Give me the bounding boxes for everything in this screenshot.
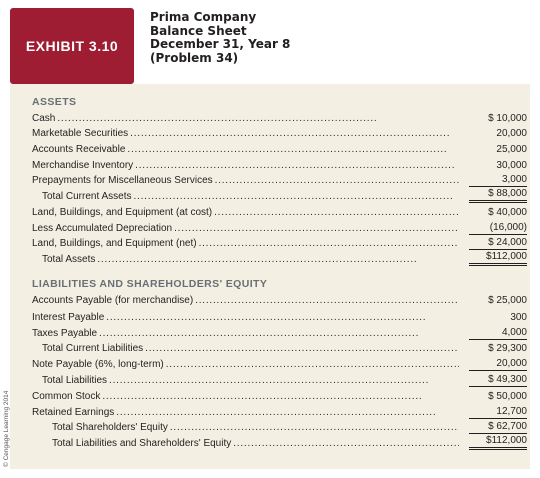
row-amount: 12,700	[469, 406, 527, 419]
table-row	[32, 293, 527, 307]
table-row	[32, 205, 527, 219]
row-label: Total Liabilities	[42, 375, 108, 386]
statement-title	[150, 11, 290, 65]
row-label: Common Stock	[32, 391, 101, 402]
row-label: Retained Earnings	[32, 407, 115, 418]
row-amount: $ 24,000	[469, 237, 527, 250]
table-row	[32, 111, 527, 125]
row-label: Interest Payable	[32, 312, 105, 323]
row-label: Prepayments for Miscellaneous Services	[32, 175, 213, 186]
row-label: Accounts Receivable	[32, 144, 126, 155]
table-row	[32, 252, 527, 266]
row-amount: 30,000	[496, 160, 527, 171]
row-label: Total Current Liabilities	[42, 343, 144, 354]
table-row	[32, 236, 527, 250]
table-row	[32, 373, 527, 387]
row-amount: $112,000	[469, 435, 527, 450]
row-amount: $112,000	[469, 251, 527, 266]
row-amount: $ 29,300	[488, 343, 527, 354]
table-row	[32, 310, 527, 324]
row-amount: $ 49,300	[469, 374, 527, 387]
table-row	[32, 326, 527, 340]
row-amount: 20,000	[496, 128, 527, 139]
row-label: Less Accumulated Depreciation	[32, 223, 173, 234]
row-label: Cash	[32, 113, 56, 124]
problem-reference: (Problem 34)	[150, 50, 239, 65]
row-amount: $ 88,000	[469, 188, 527, 203]
balance-sheet-panel	[10, 84, 530, 469]
assets-heading: ASSETS	[32, 96, 77, 108]
row-amount: $ 50,000	[488, 391, 527, 402]
row-label: Total Assets	[42, 254, 96, 265]
row-label: Merchandise Inventory	[32, 160, 134, 171]
table-row	[32, 405, 527, 419]
table-row	[32, 158, 527, 172]
row-amount: 3,000	[469, 174, 527, 187]
row-amount: $ 40,000	[488, 207, 527, 218]
row-amount: (16,000)	[469, 222, 527, 235]
row-amount: 4,000	[469, 327, 527, 340]
row-amount: $ 62,700	[469, 421, 527, 434]
table-row	[32, 436, 527, 450]
table-row	[32, 173, 527, 187]
row-label: Taxes Payable	[32, 328, 98, 339]
row-label: Land, Buildings, and Equipment (at cost)	[32, 207, 213, 218]
company-name: Prima Company	[150, 10, 257, 24]
copyright-credit	[3, 385, 13, 467]
table-row	[32, 389, 527, 403]
table-row	[32, 341, 527, 355]
table-row	[32, 126, 527, 140]
row-amount: 25,000	[496, 144, 527, 155]
table-row	[32, 357, 527, 371]
row-label: Total Current Assets	[42, 191, 132, 202]
statement-date: December 31, Year 8	[150, 37, 291, 51]
row-label: Accounts Payable (for merchandise)	[32, 295, 194, 306]
row-amount: 300	[510, 312, 527, 323]
row-label: Total Liabilities and Shareholders' Equity	[52, 438, 232, 449]
exhibit-label: EXHIBIT 3.10	[25, 38, 119, 54]
exhibit-badge	[10, 8, 134, 84]
row-amount: $ 10,000	[488, 113, 527, 124]
row-label: Note Payable (6%, long-term)	[32, 359, 164, 370]
liabilities-heading: LIABILITIES AND SHAREHOLDERS' EQUITY	[32, 278, 268, 290]
row-label: Total Shareholders' Equity	[52, 422, 168, 433]
table-row	[32, 189, 527, 203]
statement-name: Balance Sheet	[150, 23, 247, 38]
table-row	[32, 420, 527, 434]
copyright-text: © Cengage Learning 2014	[3, 390, 10, 467]
row-label: Land, Buildings, and Equipment (net)	[32, 238, 197, 249]
row-amount: 20,000	[469, 358, 527, 371]
row-amount: $ 25,000	[488, 295, 527, 306]
table-row	[32, 221, 527, 235]
row-label: Marketable Securities	[32, 128, 129, 139]
table-row	[32, 142, 527, 156]
